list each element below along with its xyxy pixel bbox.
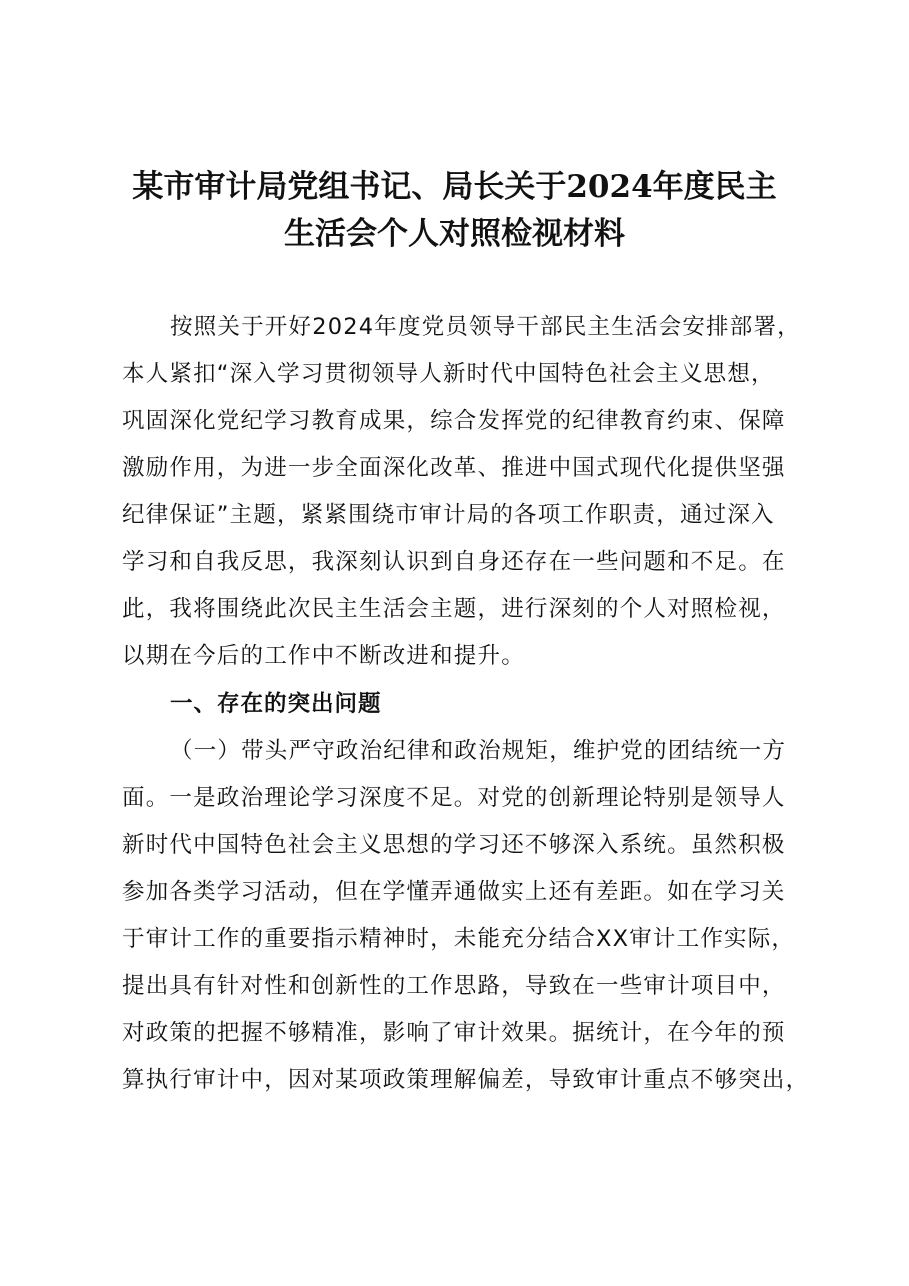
intro-line-2: 本人紧扣“深入学习贯彻领导人新时代中国特色社会主义思想， <box>122 361 775 387</box>
intro-line-4: 激励作用，为进一步全面深化改革、推进中国式现代化提供坚强 <box>122 455 786 481</box>
section-line-5: 于审计工作的重要指示精神时，未能充分结合XX审计工作实际， <box>122 926 796 952</box>
section-line-6: 提出具有针对性和创新性的工作思路，导致在一些审计项目中， <box>122 973 786 999</box>
intro-line-5: 纪律保证”主题，紧紧围绕市审计局的各项工作职责，通过深入 <box>122 502 775 528</box>
section-line-8: 算执行审计中，因对某项政策理解偏差，导致审计重点不够突出， <box>122 1067 810 1093</box>
section-line-3: 新时代中国特色社会主义思想的学习还不够深入系统。虽然积极 <box>122 832 786 858</box>
intro-line-3: 巩固深化党纪学习教育成果，综合发挥党的纪律教育约束、保障 <box>122 408 786 434</box>
document-title-line-1: 某市审计局党组书记、局长关于2024年度民主 <box>132 169 777 205</box>
intro-line-7: 此，我将围绕此次民主生活会主题，进行深刻的个人对照检视， <box>122 596 786 622</box>
section-line-2: 面。一是政治理论学习深度不足。对党的创新理论特别是领导人 <box>122 785 786 811</box>
section-line-1: （一）带头严守政治纪律和政治规矩，维护党的团结统一方 <box>170 738 787 764</box>
intro-line-1: 按照关于开好2024年度党员领导干部民主生活会安排部署， <box>170 314 801 340</box>
intro-line-8: 以期在今后的工作中不断改进和提升。 <box>122 643 525 669</box>
intro-line-6: 学习和自我反思，我深刻认识到自身还存在一些问题和不足。在 <box>122 549 786 575</box>
section-line-4: 参加各类学习活动，但在学懂弄通做实上还有差距。如在学习关 <box>122 879 786 905</box>
document-title-line-2: 生活会个人对照检视材料 <box>284 216 625 252</box>
section-heading: 一、存在的突出问题 <box>170 691 382 717</box>
section-line-7: 对政策的把握不够精准，影响了审计效果。据统计，在今年的预 <box>122 1020 786 1046</box>
